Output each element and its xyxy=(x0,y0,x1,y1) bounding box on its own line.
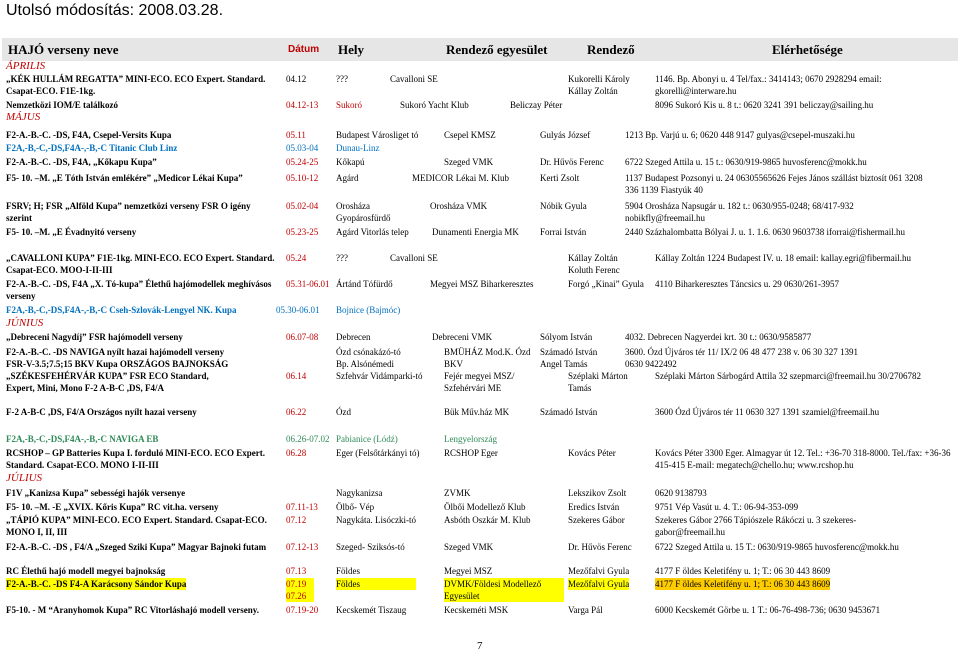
table-row xyxy=(0,578,960,602)
table-row xyxy=(0,252,960,276)
section-april: ÁPRILIS xyxy=(6,60,46,72)
table-row xyxy=(0,370,960,406)
row-name: F5- 10. –M. -E „XVIX. Kőris Kupa” RC vit.ha. verseny xyxy=(6,502,219,512)
row-org: Lekszikov Zsolt xyxy=(568,488,627,498)
row-date: 05.30-06.01 xyxy=(276,305,320,315)
row-place: Agárd Vitorlás telep xyxy=(336,227,409,237)
col-place: Hely xyxy=(338,42,364,57)
row-contact: Széplaki Márton Sárbogárd Attila 32 szepmarci@freemail.hu 30/2706782 xyxy=(655,371,921,381)
row-contact: 1146. Bp. Abonyi u. 4 Tel/fax.: 3414143; 0670 2928294 email: gkorelli@interware.hu xyxy=(655,74,882,96)
row-name: F2A,-B,-C,-DS,F4A-,-B,-C Cseh-Szlovák-Lengyel NK. Kupa xyxy=(6,305,237,315)
row-contact: 4110 Biharkeresztes Táncsics u. 29 0630/261-3957 xyxy=(655,279,839,289)
row-name: Nemzetközi IOM/E találkozó xyxy=(6,100,118,110)
row-date: 07.12-13 xyxy=(286,542,319,552)
row-date: 06.22 xyxy=(286,407,307,417)
row-date: 04.12 xyxy=(286,74,307,84)
last-modified-title: Utolsó módosítás: 2008.03.28. xyxy=(6,2,224,19)
row-club: Szeged VMK xyxy=(444,157,494,167)
row-date: 07.19-20 xyxy=(286,605,319,615)
row-contact: 0620 9138793 xyxy=(655,488,707,498)
row-contact: 6722 Szeged Attila u. 15 T.: 0630/919-9865 huvosferenc@mokk.hu xyxy=(655,542,899,552)
row-place: Nagykáta. Lisóczki-tó xyxy=(336,515,416,525)
row-contact: 2440 Százhalombatta Bólyai J. u. 1. 1.6. 0630 9603738 iforrai@fishermail.hu xyxy=(625,227,905,237)
row-org: Eredics István xyxy=(568,502,620,512)
row-date: 04.12-13 xyxy=(286,100,319,110)
row-place: Kőkapú xyxy=(336,157,365,167)
row-date: 06.07-08 xyxy=(286,332,319,342)
row-contact: Kállay Zoltán 1224 Budapest IV. u. 18 email: kallay.egri@fibermail.hu xyxy=(655,253,911,263)
page-number: 7 xyxy=(477,640,483,652)
row-contact: 6722 Szeged Attila u. 15 t.: 0630/919-9865 huvosferenc@mokk.hu xyxy=(625,157,867,167)
row-date: 05.24 xyxy=(286,253,307,263)
row-name: „Debreceni Nagydíj” FSR hajómodell verseny xyxy=(6,332,183,342)
row-name: F5-10. - M “Aranyhomok Kupa” RC Vitorláshajó modell verseny. xyxy=(6,605,259,615)
row-contact: 8096 Sukoró Kis u. 8 t.: 0620 3241 391 beliczay@sailing.hu xyxy=(655,100,874,110)
row-club: Kecskeméti MSK xyxy=(444,605,509,615)
row-date: 07.12 xyxy=(286,515,307,525)
row-name: F2-A.-B.-C. -DS F4-A Karácsony Sándor Kupa xyxy=(6,579,187,589)
row-name: F1V „Kanizsa Kupa” sebességi hajók versenye xyxy=(6,488,186,498)
row-name: F2A,-B,-C,-DS,F4A-,-B,-C NAVIGA EB xyxy=(6,434,159,444)
row-contact: 9751 Vép Vasút u. 4. T.: 06-94-353-099 xyxy=(655,502,799,512)
row-org: Angel Tamás xyxy=(540,359,588,369)
row-place: Orosháza Gyopárosfürdő xyxy=(336,201,391,223)
row-org: Gulyás József xyxy=(540,130,591,140)
row-club: DVMK/Földesi Modellező Egyesület xyxy=(444,578,564,602)
row-name: F2-A.-B.-C. -DS, F4A „X. Tó-kupa” Élethű hajómodellek meghívásos verseny xyxy=(6,279,272,301)
row-club: Szeged VMK xyxy=(444,542,494,552)
row-place: Sukoró xyxy=(336,100,363,110)
row-date: 07.19 07.26 xyxy=(286,578,314,602)
row-name: FSRV; H; FSR „Alföld Kupa” nemzetközi verseny FSR O igény szerint xyxy=(6,201,251,223)
row-name: F2-A.-B.-C. -DS, F4A, Csepel-Versits Kupa xyxy=(6,130,172,140)
table-row xyxy=(0,278,960,302)
row-contact: 5904 Orosháza Napsugár u. 182 t.: 0630/955-0248; 68/417-932 nobikfly@freemail.hu xyxy=(625,201,854,223)
row-place: Nagykanizsa xyxy=(336,488,383,498)
row-org: Kerti Zsolt xyxy=(540,173,580,183)
row-org: Forrai István xyxy=(540,227,587,237)
row-name: „KÉK HULLÁM REGATTA” MINI-ECO. ECO Expert. Standard. Csapat-ECO. F1E-1kg. xyxy=(6,74,266,96)
row-club: Cavalloni SE xyxy=(390,253,438,263)
table-row xyxy=(0,514,960,540)
row-date: 05.10-12 xyxy=(286,173,319,183)
row-club: Megyei MSZ Biharkeresztes xyxy=(430,279,534,289)
table-row xyxy=(0,172,960,196)
row-name: „CAVALLONI KUPA” F1E-1kg. MINI-ECO. ECO Expert. Standard. Csapat-ECO. MOO-I-II-III xyxy=(6,253,275,275)
row-club: BMÜHÁZ Mod.K. Ózd xyxy=(444,347,531,357)
row-org: Mezőfalvi Gyula xyxy=(568,579,630,589)
row-name: RCSHOP – GP Batteries Kupa I. forduló MINI-ECO. ECO Expert. Standard. Csapat-ECO. MONO I-II-III xyxy=(6,448,266,470)
row-date: 06.28 xyxy=(286,448,307,458)
row-org: Számadó István xyxy=(540,347,598,357)
row-date: 06.14 xyxy=(286,371,307,381)
row-club: Orosháza VMK xyxy=(430,201,488,211)
row-org: Dr. Hűvös Ferenc xyxy=(568,542,632,552)
table-row xyxy=(0,200,960,224)
row-org: Kukorelli Károly Kállay Zoltán xyxy=(568,74,630,96)
row-club: Csepel KMSZ xyxy=(444,130,496,140)
row-name: RC Élethű hajó modell megyei bajnokság xyxy=(6,566,166,576)
row-org: Sólyom István xyxy=(540,332,593,342)
row-club: Ölbői Modellező Klub xyxy=(444,502,526,512)
row-club: BKV xyxy=(444,359,464,369)
row-place: Eger (Felsőtárkányi tó) xyxy=(336,448,420,458)
row-org: Kovács Péter xyxy=(568,448,616,458)
row-place: Szeged- Sziksós-tó xyxy=(336,542,405,552)
row-place: Bojnice (Bajmóc) xyxy=(336,305,401,315)
row-name: F2A,-B,-C,-DS,F4A-,-B,-C Titanic Club Linz xyxy=(6,143,178,153)
row-club: Cavalloni SE xyxy=(390,74,438,84)
section-may: MÁJUS xyxy=(6,111,41,123)
row-contact: Szekeres Gábor 2766 Tápiószele Rákóczi u. 3 szekeres-gabor@freemail.hu xyxy=(655,515,857,537)
row-name: F2-A.-B.-C. -DS, F4A, „Kőkapu Kupa” xyxy=(6,157,157,167)
row-date: 05.24-25 xyxy=(286,157,319,167)
row-club: MEDICOR Lékai M. Klub xyxy=(412,173,509,183)
row-place: Ölbő- Vép xyxy=(336,502,375,512)
col-contact: Elérhetősége xyxy=(772,42,843,57)
row-place: Földes xyxy=(336,578,416,590)
row-club: Debreceni VMK xyxy=(432,332,493,342)
row-date: 05.02-04 xyxy=(286,201,319,211)
table-row xyxy=(0,541,960,565)
row-name: F5- 10. –M. „E Évadnyitó verseny xyxy=(6,227,137,237)
row-place: Ózd xyxy=(336,407,351,417)
row-org: Széplaki Márton Tamás xyxy=(568,371,628,393)
row-club: Sukoró Yacht Klub xyxy=(400,100,469,110)
row-contact: 4177 F öldes Keletifény u. 1; T.: 06 30 443 8609 xyxy=(655,566,831,576)
row-place: Dunau-Linz xyxy=(336,143,380,153)
row-club: Fejér megyei MSZ/ Szfehérvári ME xyxy=(444,371,515,393)
row-contact: 6000 Kecskemét Görbe u. 1 T.: 06-76-498-736; 0630 9453671 xyxy=(655,605,881,615)
row-contact: 4177 F öldes Keletifény u. 1; T.: 06 30 443 8609 xyxy=(655,579,831,589)
row-contact: 3600. Ózd Újváros tér 11/ IX/2 06 48 477 238 v. 06 30 327 1391 xyxy=(625,347,859,357)
row-name: „TÁPIÓ KUPA” MINI-ECO. ECO Expert. Standard. Csapat-ECO. MONO I, II, III xyxy=(6,515,267,537)
row-org: Kállay Zoltán Koluth Ferenc xyxy=(568,253,620,275)
row-org: Varga Pál xyxy=(568,605,603,615)
row-name: F5- 10. –M. „E Tóth István emlékére” „Medicor Lékai Kupa” xyxy=(6,173,243,183)
row-name: F2-A.-B.-C. -DS , F4/A „Szeged Sziki Kupa” Magyar Bajnoki futam xyxy=(6,542,267,552)
section-june: JÚNIUS xyxy=(6,317,44,329)
col-date: Dátum xyxy=(288,44,320,55)
row-club: Lengyelország xyxy=(444,434,497,444)
row-place: Bp. Alsónémedi xyxy=(336,359,394,369)
row-place: Budapest Városliget tó xyxy=(336,130,419,140)
row-place: Kecskemét Tiszaug xyxy=(336,605,407,615)
col-name: HAJÓ verseny neve xyxy=(8,42,119,57)
row-contact: 0630 9422492 xyxy=(625,359,677,369)
row-org: Nóbik Gyula xyxy=(540,201,587,211)
row-name: F-2 A-B-C ,DS, F4/A Országos nyílt hazai verseny xyxy=(6,407,197,417)
row-date: 05.03-04 xyxy=(286,143,319,153)
row-place: ??? xyxy=(336,253,348,263)
table-row xyxy=(0,604,960,628)
row-place: Agárd xyxy=(336,173,359,183)
row-date: 05.11 xyxy=(286,130,306,140)
table-row xyxy=(0,226,960,250)
row-club: Megyei MSZ xyxy=(444,566,493,576)
row-place: Debrecen xyxy=(336,332,371,342)
row-club: Asbóth Oszkár M. Klub xyxy=(444,515,531,525)
row-name: F2-A.-B.-C. -DS NAVIGA nyílt hazai hajómodell verseny xyxy=(6,347,225,357)
col-club: Rendező egyesület xyxy=(446,42,548,57)
table-header xyxy=(2,38,958,61)
row-club: ZVMK xyxy=(444,488,471,498)
col-org: Rendező xyxy=(587,42,635,57)
row-place: Ózd csónakázó-tó xyxy=(336,347,401,357)
row-org: Dr. Hűvös Ferenc xyxy=(540,157,604,167)
section-july: JÚLIUS xyxy=(6,472,43,484)
row-contact: Kovács Péter 3300 Eger. Almagyar út 12. Tel.: +36-70 318-8000. Tel./fax: +36-36 415-415 E-mail: megatech@chello.hu; www.rcshop.hu xyxy=(655,448,951,470)
row-place: Ártánd Tófürdő xyxy=(336,279,393,289)
row-date: 07.11-13 xyxy=(286,502,318,512)
row-org: Beliczay Péter xyxy=(510,100,563,110)
row-place: Földes xyxy=(336,566,361,576)
row-club: Dunamenti Energia MK xyxy=(432,227,519,237)
row-place: Pabianice (Lódź) xyxy=(336,434,398,444)
row-org: Számadó István xyxy=(540,407,598,417)
row-date: 05.31-06.01 xyxy=(286,279,330,289)
row-name: FSR-V-3.5;7.5;15 BKV Kupa ORSZÁGOS BAJNOKSÁG xyxy=(6,359,229,369)
row-name: „SZÉKESFEHÉRVÁR KUPA” FSR ECO Standard, Expert, Mini, Mono F-2 A-B-C ,DS, F4/A xyxy=(6,371,209,393)
row-date: 06.26-07.02 xyxy=(286,434,330,444)
table-row xyxy=(0,73,960,97)
row-contact: 1137 Budapest Pozsonyi u. 24 06305565626 Fejes János szállást biztosít 061 3208 336 1139 Fiastyúk 40 xyxy=(625,173,923,195)
row-org: Forgó „Kinai” Gyula xyxy=(568,279,644,289)
row-club: Bük Műv.ház MK xyxy=(444,407,510,417)
row-date: 05.23-25 xyxy=(286,227,319,237)
row-org: Mezőfalvi Gyula xyxy=(568,566,630,576)
row-contact: 4032. Debrecen Nagyerdei krt. 30 t.: 0630/9585877 xyxy=(625,332,812,342)
row-place: ??? xyxy=(336,74,348,84)
row-contact: 1213 Bp. Varjú u. 6; 0620 448 9147 gulyas@csepel-muszaki.hu xyxy=(625,130,855,140)
row-date: 07.13 xyxy=(286,566,307,576)
row-contact: 3600 Ózd Újváros tér 11 0630 327 1391 szamiel@freemail.hu xyxy=(655,407,880,417)
row-place: Szfehvár Vidámparki-tó xyxy=(336,371,423,381)
row-club: RCSHOP Eger xyxy=(444,448,498,458)
row-org: Szekeres Gábor xyxy=(568,515,625,525)
table-row xyxy=(0,447,960,471)
